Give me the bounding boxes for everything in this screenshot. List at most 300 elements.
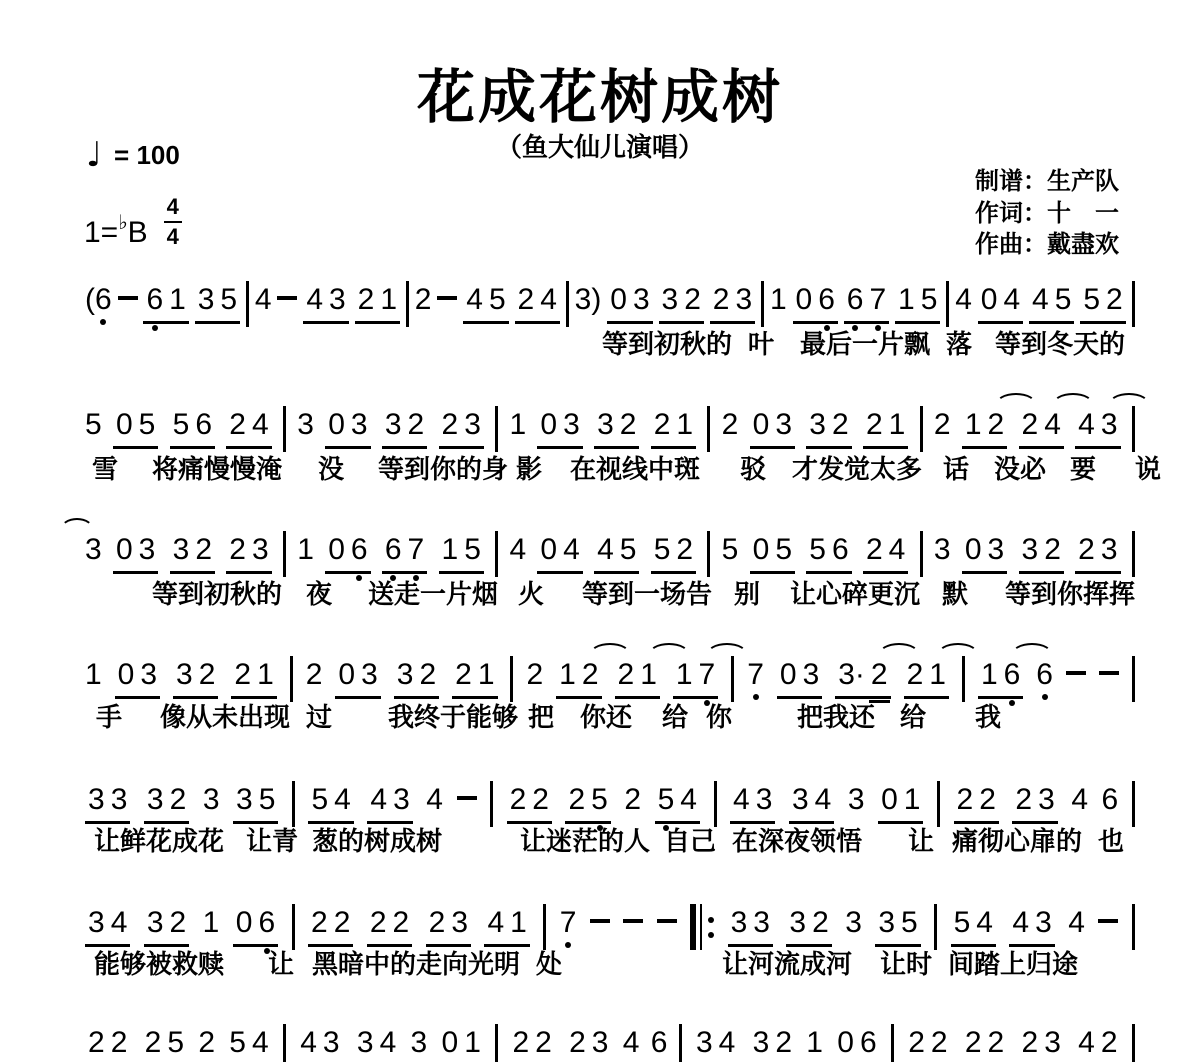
octave-dot [100,319,106,325]
note-unit [1036,660,1053,690]
note [662,285,679,315]
barline [707,531,710,577]
note [535,1028,552,1058]
beam-group [863,535,908,574]
note [199,660,216,690]
beam-group [85,1028,130,1062]
note [252,1028,269,1058]
barline [920,406,923,452]
note-digit: 3 [802,658,820,691]
note-digit: 3 [791,783,809,816]
note-digit: 4 [976,906,993,939]
note-unit [747,660,764,690]
note [845,908,862,938]
note [385,535,402,565]
note-digit: 0 [752,408,770,441]
note-digit: 3 [85,533,102,566]
note [929,660,946,690]
note [878,908,895,938]
note-digit: 1 [676,408,694,441]
note-digit: 3 [1100,533,1118,566]
note-digit: 4 [1003,283,1021,316]
note [195,535,212,565]
note-digit: 7 [747,658,764,691]
barline [946,281,949,327]
note-digit: 5 [1054,283,1072,316]
barline [679,1024,682,1062]
beam-group [962,1028,1007,1062]
note [338,660,355,690]
note-digit: 6 [831,533,849,566]
note-digit: 2 [198,1026,215,1059]
note [236,785,253,815]
note-digit: 0 [338,658,356,691]
beam-group [382,535,427,574]
duration-dash [657,919,677,923]
beam-group [142,1028,187,1062]
barline [283,531,286,577]
note [806,1028,823,1058]
note [203,785,220,815]
barline [1132,656,1135,702]
beam-group [335,660,380,699]
credits-block [975,166,1119,261]
beam-group [806,535,851,574]
octave-dot [152,325,158,331]
barline [290,656,293,702]
lyric-segment: 我 [975,702,1002,732]
barline [707,406,710,452]
lyric-segment: 给 [662,702,689,732]
note [696,1028,713,1058]
barline [891,1024,894,1062]
note-digit: 2 [933,408,951,441]
note-unit [203,785,220,815]
note-digit: 1 [510,906,527,939]
beam-group [895,285,940,324]
duration-dash [1099,671,1119,675]
note-digit: 4 [306,283,324,316]
lyric-segment: 夜 [306,579,333,609]
lyric-segment: 痛彻心扉的 [952,826,1083,856]
note [869,285,886,315]
note-unit [651,1028,668,1058]
note-digit: 3 [393,783,410,816]
note-digit: 2 [369,906,387,939]
note-digit: 0 [752,533,770,566]
beam-group [786,908,831,947]
beam-group [844,285,889,324]
note-digit: 3 [297,408,314,441]
note-digit: 3 [632,283,650,316]
note-digit: 1 [888,408,906,441]
note-unit [297,535,314,565]
repeat-thin-bar [700,904,702,950]
note-digit: 2 [234,658,252,691]
beam-group [875,908,920,947]
note [85,410,102,440]
note [1032,285,1049,315]
note-digit: 2 [455,658,472,691]
beam-group [226,410,271,449]
note-digit: 4 [487,906,505,939]
note-digit: 2 [195,533,212,566]
note-digit: 3 [563,408,580,441]
beam-group [835,660,890,699]
note-digit: 0 [328,408,345,441]
note [753,535,770,565]
note-digit: 2 [441,408,459,441]
note-digit: 3 [1100,408,1118,441]
beam-group [226,1028,271,1062]
note-digit: 1 [559,658,576,691]
lyric-segment: 过 [306,702,333,732]
beam-group [710,285,755,324]
note-unit [509,535,526,565]
note-digit: 3 [140,658,158,691]
note-digit: 2 [676,533,694,566]
note-digit: 2 [956,783,974,816]
note-digit: 3 [753,906,770,939]
note [464,410,481,440]
note [1044,1028,1061,1058]
lyric-segment: 像从未出现 [160,702,291,732]
note [1055,285,1072,315]
note-digit: 3 [845,906,862,939]
note-digit: 4 [466,283,483,316]
note [236,908,253,938]
note [540,410,557,440]
note [934,410,951,440]
song-title: 花成花树成树 [416,65,783,130]
lyric-segment: 等到你挥挥 [1005,579,1136,609]
music-line [85,1028,1135,1062]
note [419,660,436,690]
beam-group [113,535,158,574]
note-digit: 0 [779,658,797,691]
note-digit: 0 [235,906,253,939]
lyric-segment: 在视线中斑 [570,454,701,484]
note-digit: 2 [1106,283,1123,316]
beam-group [426,908,471,947]
note-digit: 3 [1021,533,1039,566]
note [623,1028,640,1058]
beam-group [439,1028,484,1062]
octave-dot [1009,700,1015,706]
note-digit: 6 [384,533,402,566]
note [563,535,580,565]
note-unit [806,1028,823,1058]
note-digit: 4 [1071,783,1088,816]
note-digit: 3 [789,906,807,939]
duration-dash [277,296,297,300]
lyric-segment: 让 [268,949,295,979]
note [979,785,996,815]
note-digit: 4 [509,533,527,566]
note-digit: 3 [752,1026,770,1059]
note [167,1028,184,1058]
note-digit: 2 [535,1026,552,1059]
note [147,908,164,938]
note [229,535,246,565]
barline [1132,904,1135,950]
note-digit: 4 [733,783,750,816]
beam-group [777,660,822,699]
note [753,908,770,938]
beam-group [1080,285,1125,324]
note-digit: 3 [410,1026,428,1059]
note [111,908,128,938]
lyric-segment: 把 [528,702,555,732]
note [860,1028,877,1058]
note-unit [575,285,602,315]
beam-group [651,535,696,574]
note-digit: 5 [591,783,608,816]
repeat-dots [708,917,714,938]
lyric-segment: 才发觉太多 [792,454,923,484]
barline [1132,1024,1135,1062]
note-digit: 3 [110,783,128,816]
note [722,535,739,565]
note [334,908,351,938]
beam-group [231,660,276,699]
note-digit: 2 [721,408,739,441]
note-digit: 1 [898,283,915,316]
tempo-marking [86,135,180,175]
note-digit: 5 [721,533,739,566]
duration-dash [623,919,643,923]
duration-dash [1066,671,1086,675]
note-digit: 4 [251,408,269,441]
note-digit: 2 [357,283,375,316]
note [699,660,716,690]
barline [406,281,409,327]
note [796,285,813,315]
barline [566,281,569,327]
beam-group [325,535,370,574]
lyric-segment: 雪 [92,454,119,484]
note [965,535,982,565]
note [658,785,675,815]
note-digit: 1 [477,658,495,691]
note [591,785,608,815]
repeat-dot [708,932,714,938]
beam-group [793,285,838,324]
beam-group [806,410,851,449]
beam-group [85,908,130,947]
note [88,908,105,938]
note [747,660,764,690]
note [455,660,472,690]
note-unit [848,785,865,815]
note [466,285,483,315]
note [408,410,425,440]
note-digit: 2 [517,283,535,316]
note-digit: 5 [619,533,637,566]
note [812,908,829,938]
note-digit: 0 [115,408,133,441]
lyric-segment: 等到初秋的 [602,329,733,359]
note [198,285,215,315]
note-digit: 4 [563,533,580,566]
note [116,410,133,440]
beam-group [1075,535,1120,574]
note [370,908,387,938]
note-digit: 2 [414,283,432,316]
note [358,285,375,315]
note-digit: 2 [419,658,437,691]
lyric-segment: 能够被救赎 [94,949,225,979]
note-unit [722,410,739,440]
lyric-segment: 让时 [880,949,933,979]
note [380,285,397,315]
note [988,410,1005,440]
note [889,535,906,565]
duration-dash [590,919,610,923]
barline [714,781,717,827]
note [176,660,193,690]
lyric-segment: 也 [1098,826,1125,856]
note-digit: 2 [987,1026,1005,1059]
note-unit [203,908,220,938]
barline [495,1024,498,1062]
beam-group [1029,285,1074,324]
beam-group [1009,908,1054,947]
note [1078,410,1095,440]
note [169,285,186,315]
note-digit: 2 [1015,783,1033,816]
note-digit: 3 [322,1026,340,1059]
note-digit: 2 [906,658,924,691]
key-signature [84,196,182,248]
note [1012,908,1029,938]
beam-group [537,535,582,574]
octave-dot [565,942,571,948]
barline [495,531,498,577]
note-digit: 7 [698,658,716,691]
note-digit: 2 [831,408,849,441]
barline [1132,531,1135,577]
note [146,285,163,315]
note [85,535,102,565]
note [1044,535,1061,565]
note [815,785,832,815]
note [684,285,701,315]
note-digit: 2 [407,408,425,441]
note-digit: 7 [559,906,577,939]
note-digit: 2 [144,1026,162,1059]
note-digit: 5 [809,533,826,566]
beam-group [556,660,601,699]
note-digit: 2 [865,408,883,441]
note-digit: 6 [1003,658,1021,691]
lyric-segment: 让河流成河 [722,949,853,979]
note [397,660,414,690]
note-digit: 2 [1078,533,1095,566]
note-digit: 2 [684,283,701,316]
note [901,908,918,938]
note-digit: 3 [202,783,220,816]
note-digit: 2 [198,658,216,691]
note [532,785,549,815]
beam-group [1019,535,1064,574]
beam-group [615,660,660,699]
note-unit [1102,785,1119,815]
note-unit [426,785,443,815]
barline [490,781,493,827]
octave-dot [1042,694,1048,700]
beam-group [537,410,582,449]
octave-dot [356,575,362,581]
note-digit: 2 [581,658,599,691]
note-digit: 4 [1012,906,1030,939]
note [306,660,323,690]
note [568,785,585,815]
note [252,410,269,440]
note-digit: 3 [236,783,253,816]
beam-group [303,285,348,324]
note-digit: 2 [930,1026,948,1059]
beam-group [484,908,529,947]
note [442,535,459,565]
note-digit: 3 [88,906,105,939]
note-digit: 2 [964,1026,982,1059]
beam-group [693,1028,738,1062]
note [988,535,1005,565]
note-digit: 3 [878,906,895,939]
beam-group [905,1028,950,1062]
note-digit: 4 [540,283,557,316]
beam-group [750,535,795,574]
note [306,285,323,315]
note-digit: 4 [110,906,128,939]
note [560,908,577,938]
beam-group [170,410,215,449]
note-digit: 3 [661,283,679,316]
beam-group [566,1028,611,1062]
note-digit: 2 [88,1026,105,1059]
note [1003,285,1020,315]
note-unit [411,1028,428,1058]
note-digit: 2 [229,533,246,566]
tempo-value: = 100 [114,139,180,170]
lyric-segment: 让鲜花成花 [94,826,225,856]
lyric-segment: 葱的树成树 [312,826,443,856]
note [582,660,599,690]
note [976,908,993,938]
lyric-segment: 间踏上归途 [948,949,1079,979]
note-digit: 1 [464,1026,481,1059]
note-digit: 4 [334,783,351,816]
note [234,660,251,690]
note-digit: 2 [617,658,635,691]
note [592,1028,609,1058]
note [351,535,368,565]
note-digit: 5 [1083,283,1100,316]
note-digit: 1 [806,1026,823,1059]
note [408,535,425,565]
note-digit: 2 [509,783,527,816]
note-digit: 5 [775,533,792,566]
note-digit: 6 [350,533,368,566]
note [328,535,345,565]
note-digit: 6 [818,283,835,316]
duration-dash [1098,919,1118,923]
note [934,535,951,565]
note-digit: 0 [881,783,898,816]
note [633,285,650,315]
note [931,1028,948,1058]
